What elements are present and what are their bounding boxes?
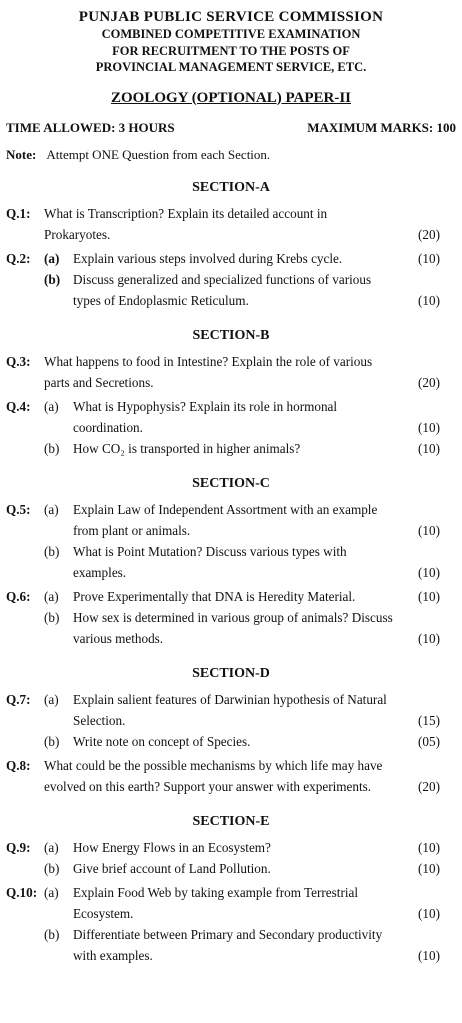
part-text: Explain various steps involved during Krebs cycle. — [73, 250, 343, 266]
part-marks: (10) — [418, 588, 440, 604]
question-number: Q.3: — [6, 353, 31, 369]
paper-title: ZOOLOGY (OPTIONAL) PAPER-II — [110, 89, 351, 106]
part-marks: (10) — [418, 839, 440, 855]
part-label: (b) — [44, 440, 60, 456]
part-label: (b) — [44, 271, 61, 287]
part-label: (b) — [44, 926, 60, 942]
maximum-marks: MAXIMUM MARKS: 100 — [307, 119, 456, 135]
service-line: PROVINCIAL MANAGEMENT SERVICE, ETC. — [95, 60, 367, 74]
part-text: Explain salient features of Darwinian hypothesis of Natural — [73, 691, 387, 707]
part-text: What is Point Mutation? Discuss various types with — [73, 543, 347, 559]
part-label: (b) — [44, 543, 60, 559]
part-label: (b) — [44, 609, 60, 625]
exam-title: COMBINED COMPETITIVE EXAMINATION — [101, 27, 361, 41]
note-label: Note: — [6, 146, 37, 162]
part-label: (a) — [44, 398, 59, 414]
part-text: Discuss generalized and specialized functions of various — [73, 271, 372, 287]
question-text: evolved on this earth? Support your answer with experiments. — [44, 778, 372, 794]
question-2 — [0, 248, 462, 311]
part-marks: (10) — [418, 440, 440, 456]
part-label: (a) — [44, 501, 59, 517]
part-text: from plant or animals. — [73, 522, 191, 538]
question-number: Q.8: — [6, 757, 31, 773]
part-label: (a) — [44, 884, 59, 900]
question-1 — [0, 203, 462, 245]
time-allowed: TIME ALLOWED: 3 HOURS — [6, 119, 175, 135]
part-text: types of Endoplasmic Reticulum. — [73, 292, 249, 308]
note-text: Attempt ONE Question from each Section. — [46, 146, 271, 162]
part-marks: (10) — [418, 250, 440, 266]
question-3 — [0, 351, 462, 393]
question-number: Q.1: — [6, 205, 31, 221]
question-number: Q.2: — [6, 250, 31, 266]
part-label: (a) — [44, 588, 59, 604]
section-e-heading: SECTION-E — [192, 813, 270, 829]
question-5 — [0, 499, 462, 583]
question-10 — [0, 882, 462, 966]
question-6 — [0, 586, 462, 649]
recruitment-line: FOR RECRUITMENT TO THE POSTS OF — [112, 43, 350, 58]
part-label: (a) — [44, 250, 60, 266]
part-text: Differentiate between Primary and Secondary productivity — [73, 926, 383, 942]
part-text: Write note on concept of Species. — [73, 733, 251, 749]
part-marks: (10) — [418, 419, 440, 435]
part-text: Explain Food Web by taking example from Terrestrial — [73, 884, 359, 900]
question-text: Prokaryotes. — [44, 226, 111, 242]
part-marks: (10) — [418, 630, 440, 646]
question-number: Q.6: — [6, 588, 31, 604]
question-marks: (20) — [418, 778, 440, 794]
question-text: What happens to food in Intestine? Explain the role of various — [44, 353, 373, 369]
question-number: Q.4: — [6, 398, 31, 414]
question-4 — [0, 396, 462, 459]
part-label: (b) — [44, 860, 60, 876]
instructions-note — [0, 147, 462, 163]
part-text: coordination. — [73, 419, 143, 435]
question-text: What could be the possible mechanisms by which life may have — [44, 757, 383, 773]
part-marks: (10) — [418, 860, 440, 876]
part-text: What is Hypophysis? Explain its role in hormonal — [73, 398, 338, 414]
part-label: (a) — [44, 839, 59, 855]
part-marks: (05) — [418, 733, 440, 749]
question-number: Q.9: — [6, 839, 31, 855]
section-d-heading: SECTION-D — [192, 665, 270, 681]
part-marks: (10) — [418, 522, 440, 538]
part-text: Give brief account of Land Pollution. — [73, 860, 271, 876]
part-marks: (10) — [418, 947, 440, 963]
question-text: What is Transcription? Explain its detailed account in — [44, 205, 328, 221]
commission-title: PUNJAB PUBLIC SERVICE COMMISSION — [78, 9, 384, 25]
question-marks: (20) — [418, 374, 440, 390]
part-text: How sex is determined in various group of animals? Discuss — [73, 609, 393, 625]
part-text: Ecosystem. — [73, 905, 134, 921]
part-text: How CO₂ is transported in higher animals? — [73, 440, 301, 456]
exam-meta — [0, 120, 462, 136]
part-text: various methods. — [73, 630, 164, 646]
part-text: Explain Law of Independent Assortment with an example — [73, 501, 378, 517]
part-label: (b) — [44, 733, 60, 749]
part-text: Prove Experimentally that DNA is Heredity Material. — [73, 588, 356, 604]
question-number: Q.5: — [6, 501, 31, 517]
part-text: Selection. — [73, 712, 126, 728]
question-8 — [0, 755, 462, 797]
part-label: (a) — [44, 691, 59, 707]
question-number: Q.10: — [6, 884, 38, 900]
part-text: How Energy Flows in an Ecosystem? — [73, 839, 271, 855]
part-text: examples. — [73, 564, 127, 580]
section-c-heading: SECTION-C — [192, 475, 270, 491]
part-marks: (15) — [418, 712, 440, 728]
part-text: with examples. — [73, 947, 153, 963]
question-marks: (20) — [418, 226, 440, 242]
section-a-heading: SECTION-A — [192, 179, 270, 195]
question-7 — [0, 689, 462, 752]
question-text: parts and Secretions. — [44, 374, 154, 390]
question-number: Q.7: — [6, 691, 31, 707]
section-b-heading: SECTION-B — [192, 327, 270, 343]
part-marks: (10) — [418, 564, 440, 580]
part-marks: (10) — [418, 905, 440, 921]
part-marks: (10) — [418, 292, 440, 308]
question-9 — [0, 837, 462, 879]
